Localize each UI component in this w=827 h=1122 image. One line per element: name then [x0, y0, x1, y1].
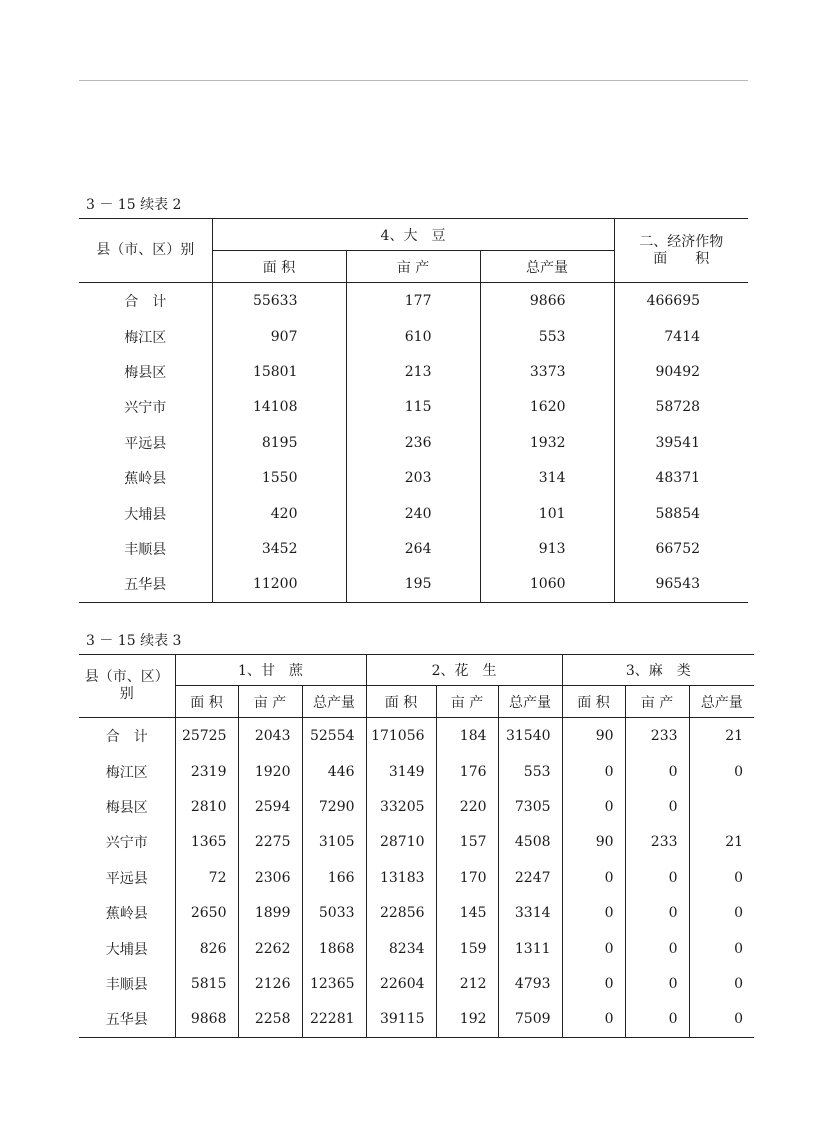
cell-value: 0 — [689, 1002, 754, 1038]
cell-value: 826 — [175, 931, 238, 966]
cell-value: 1550 — [212, 461, 346, 496]
table-row — [79, 425, 748, 460]
cell-value: 184 — [436, 718, 498, 755]
cell-value: 3105 — [302, 825, 366, 860]
row-header — [79, 655, 175, 718]
cell-value: 0 — [689, 896, 754, 931]
cell-value: 177 — [346, 283, 480, 320]
cell-value: 1365 — [175, 825, 238, 860]
table-row — [79, 567, 748, 603]
cell-value: 22856 — [366, 896, 436, 931]
row-name: 梅县区 — [105, 800, 148, 817]
col-header: 总产量 — [498, 686, 562, 718]
cell-value: 96543 — [614, 567, 748, 603]
col-header: 总产量 — [689, 686, 754, 718]
cell-value: 2306 — [238, 860, 302, 895]
cell-value: 66752 — [614, 531, 748, 566]
cell-value: 7305 — [498, 789, 562, 824]
cell-value: 195 — [346, 567, 480, 603]
row-header-line1: 县（市、区） — [84, 669, 169, 685]
cell-value: 1920 — [238, 754, 302, 789]
cell-value: 1868 — [302, 931, 366, 966]
cell-value: 2043 — [238, 718, 302, 755]
cell-value: 0 — [562, 789, 625, 824]
col-header: 总产量 — [302, 686, 366, 718]
cell-value: 0 — [625, 860, 689, 895]
cell-value: 0 — [562, 754, 625, 789]
col-header: 亩 产 — [436, 686, 498, 718]
cell-value: 9868 — [175, 1002, 238, 1038]
economic-crops-title: 二、经济作物 — [639, 233, 724, 250]
cell-value: 8234 — [366, 931, 436, 966]
cell-value: 5815 — [175, 966, 238, 1001]
cell-value: 15801 — [212, 354, 346, 389]
cell-value: 0 — [689, 966, 754, 1001]
cell-value: 233 — [625, 718, 689, 755]
cell-value: 72 — [175, 860, 238, 895]
row-name: 兴宁市 — [124, 400, 167, 417]
cell-value: 446 — [302, 754, 366, 789]
cell-value: 4508 — [498, 825, 562, 860]
table-row — [79, 496, 748, 531]
col-header: 亩 产 — [238, 686, 302, 718]
row-name: 梅县区 — [124, 365, 167, 382]
cell-value: 21 — [689, 825, 754, 860]
cell-value: 3149 — [366, 754, 436, 789]
cell-value: 0 — [562, 896, 625, 931]
col-header: 面 积 — [175, 686, 238, 718]
cell-value: 2594 — [238, 789, 302, 824]
col-header: 面 积 — [366, 686, 436, 718]
cell-value: 0 — [689, 754, 754, 789]
cell-value: 0 — [625, 931, 689, 966]
cell-value: 8195 — [212, 425, 346, 460]
cell-value: 420 — [212, 496, 346, 531]
cell-value: 52554 — [302, 718, 366, 755]
cell-value: 2275 — [238, 825, 302, 860]
cell-value: 907 — [212, 319, 346, 354]
cell-value: 553 — [498, 754, 562, 789]
cell-value: 0 — [689, 860, 754, 895]
cell-value: 203 — [346, 461, 480, 496]
table-row — [79, 896, 754, 931]
table-row — [79, 531, 748, 566]
row-name: 蕉岭县 — [105, 906, 148, 923]
cell-value: 0 — [562, 966, 625, 1001]
col-header: 面 积 — [562, 686, 625, 718]
cell-value: 7509 — [498, 1002, 562, 1038]
cell-value: 0 — [562, 931, 625, 966]
cell-value: 115 — [346, 390, 480, 425]
row-name: 大埔县 — [105, 941, 148, 958]
table-row — [79, 354, 748, 389]
cell-value: 0 — [625, 896, 689, 931]
cell-value: 314 — [480, 461, 614, 496]
table-row — [79, 283, 748, 320]
cell-value: 0 — [625, 1002, 689, 1038]
group-header-sugarcane: 1、甘 蔗 — [175, 655, 366, 686]
cell-value: 3373 — [480, 354, 614, 389]
table-cash-crops — [79, 654, 754, 1038]
group-header-hemp: 3、麻 类 — [562, 655, 754, 686]
cell-value: 0 — [625, 966, 689, 1001]
cell-value: 11200 — [212, 567, 346, 603]
cell-value: 2319 — [175, 754, 238, 789]
row-name: 平远县 — [124, 435, 167, 452]
col-header-yield: 亩 产 — [346, 251, 480, 283]
table-row — [79, 718, 754, 755]
cell-value: 3452 — [212, 531, 346, 566]
cell-value: 176 — [436, 754, 498, 789]
cell-value: 9866 — [480, 283, 614, 320]
row-name: 大埔县 — [124, 506, 167, 523]
row-name: 梅江区 — [105, 764, 148, 781]
cell-value: 171056 — [366, 718, 436, 755]
cell-value: 39541 — [614, 425, 748, 460]
table-row — [79, 966, 754, 1001]
cell-value: 58854 — [614, 496, 748, 531]
cell-value: 13183 — [366, 860, 436, 895]
cell-value: 1932 — [480, 425, 614, 460]
table-row — [79, 825, 754, 860]
row-name: 合 计 — [105, 729, 148, 745]
cell-value: 22281 — [302, 1002, 366, 1038]
cell-value: 2258 — [238, 1002, 302, 1038]
row-name: 丰顺县 — [124, 542, 167, 559]
cell-value: 4793 — [498, 966, 562, 1001]
cell-value: 913 — [480, 531, 614, 566]
cell-value: 90 — [562, 825, 625, 860]
row-name: 五华县 — [79, 567, 212, 603]
cell-value: 145 — [436, 896, 498, 931]
cell-value: 2126 — [238, 966, 302, 1001]
cell-value: 55633 — [212, 283, 346, 320]
cell-value: 213 — [346, 354, 480, 389]
cell-value: 2650 — [175, 896, 238, 931]
group-header-peanut: 2、花 生 — [366, 655, 562, 686]
row-name: 平远县 — [105, 870, 148, 887]
table2-caption: 3 － 15 续表 3 — [86, 633, 182, 649]
cell-value: 48371 — [614, 461, 748, 496]
row-name: 丰顺县 — [105, 977, 148, 994]
cell-value: 1899 — [238, 896, 302, 931]
cell-value: 39115 — [366, 1002, 436, 1038]
cell-value: 2810 — [175, 789, 238, 824]
row-name: 五华县 — [79, 1002, 175, 1038]
table-soybean — [79, 218, 748, 603]
table-row — [79, 390, 748, 425]
cell-value: 170 — [436, 860, 498, 895]
cell-value: 166 — [302, 860, 366, 895]
cell-value: 2247 — [498, 860, 562, 895]
cell-value: 31540 — [498, 718, 562, 755]
cell-value: 157 — [436, 825, 498, 860]
cell-value: 0 — [562, 860, 625, 895]
cell-value — [689, 789, 754, 824]
table-row — [79, 931, 754, 966]
table1-caption: 3 － 15 续表 2 — [86, 197, 182, 213]
cell-value: 212 — [436, 966, 498, 1001]
cell-value: 90 — [562, 718, 625, 755]
cell-value: 2262 — [238, 931, 302, 966]
cell-value: 1311 — [498, 931, 562, 966]
cell-value: 1060 — [480, 567, 614, 603]
row-header: 县（市、区）别 — [79, 219, 212, 283]
cell-value: 3314 — [498, 896, 562, 931]
cell-value: 25725 — [175, 718, 238, 755]
cell-value: 21 — [689, 718, 754, 755]
table-row — [79, 754, 754, 789]
cell-value: 101 — [480, 496, 614, 531]
table-row — [79, 789, 754, 824]
cell-value: 0 — [625, 789, 689, 824]
cell-value: 12365 — [302, 966, 366, 1001]
cell-value: 1620 — [480, 390, 614, 425]
cell-value: 28710 — [366, 825, 436, 860]
cell-value: 220 — [436, 789, 498, 824]
cell-value: 0 — [689, 931, 754, 966]
col-header-output: 总产量 — [480, 251, 614, 283]
cell-value: 33205 — [366, 789, 436, 824]
cell-value: 90492 — [614, 354, 748, 389]
cell-value: 22604 — [366, 966, 436, 1001]
row-name: 合 计 — [124, 294, 167, 310]
cell-value: 264 — [346, 531, 480, 566]
cell-value: 58728 — [614, 390, 748, 425]
cell-value: 466695 — [614, 283, 748, 320]
col-header: 亩 产 — [625, 686, 689, 718]
cell-value: 192 — [436, 1002, 498, 1038]
cell-value: 7414 — [614, 319, 748, 354]
cell-value: 233 — [625, 825, 689, 860]
cell-value: 610 — [346, 319, 480, 354]
table-row — [79, 1002, 754, 1038]
cell-value: 553 — [480, 319, 614, 354]
cell-value: 7290 — [302, 789, 366, 824]
row-name: 兴宁市 — [105, 835, 148, 852]
row-name: 蕉岭县 — [124, 471, 167, 488]
header-rule — [79, 80, 748, 81]
col-header-area: 面 积 — [212, 251, 346, 283]
row-name: 梅江区 — [124, 329, 167, 346]
cell-value: 236 — [346, 425, 480, 460]
cell-value: 159 — [436, 931, 498, 966]
table-row — [79, 319, 748, 354]
cell-value: 0 — [562, 1002, 625, 1038]
economic-crops-header — [614, 219, 748, 283]
table-row — [79, 461, 748, 496]
row-header-line2: 别 — [119, 686, 134, 702]
economic-crops-subtitle: 面 积 — [653, 250, 710, 267]
table-row — [79, 860, 754, 895]
cell-value: 5033 — [302, 896, 366, 931]
group-header-soybean: 4、大 豆 — [212, 219, 614, 251]
cell-value: 240 — [346, 496, 480, 531]
cell-value: 14108 — [212, 390, 346, 425]
cell-value: 0 — [625, 754, 689, 789]
